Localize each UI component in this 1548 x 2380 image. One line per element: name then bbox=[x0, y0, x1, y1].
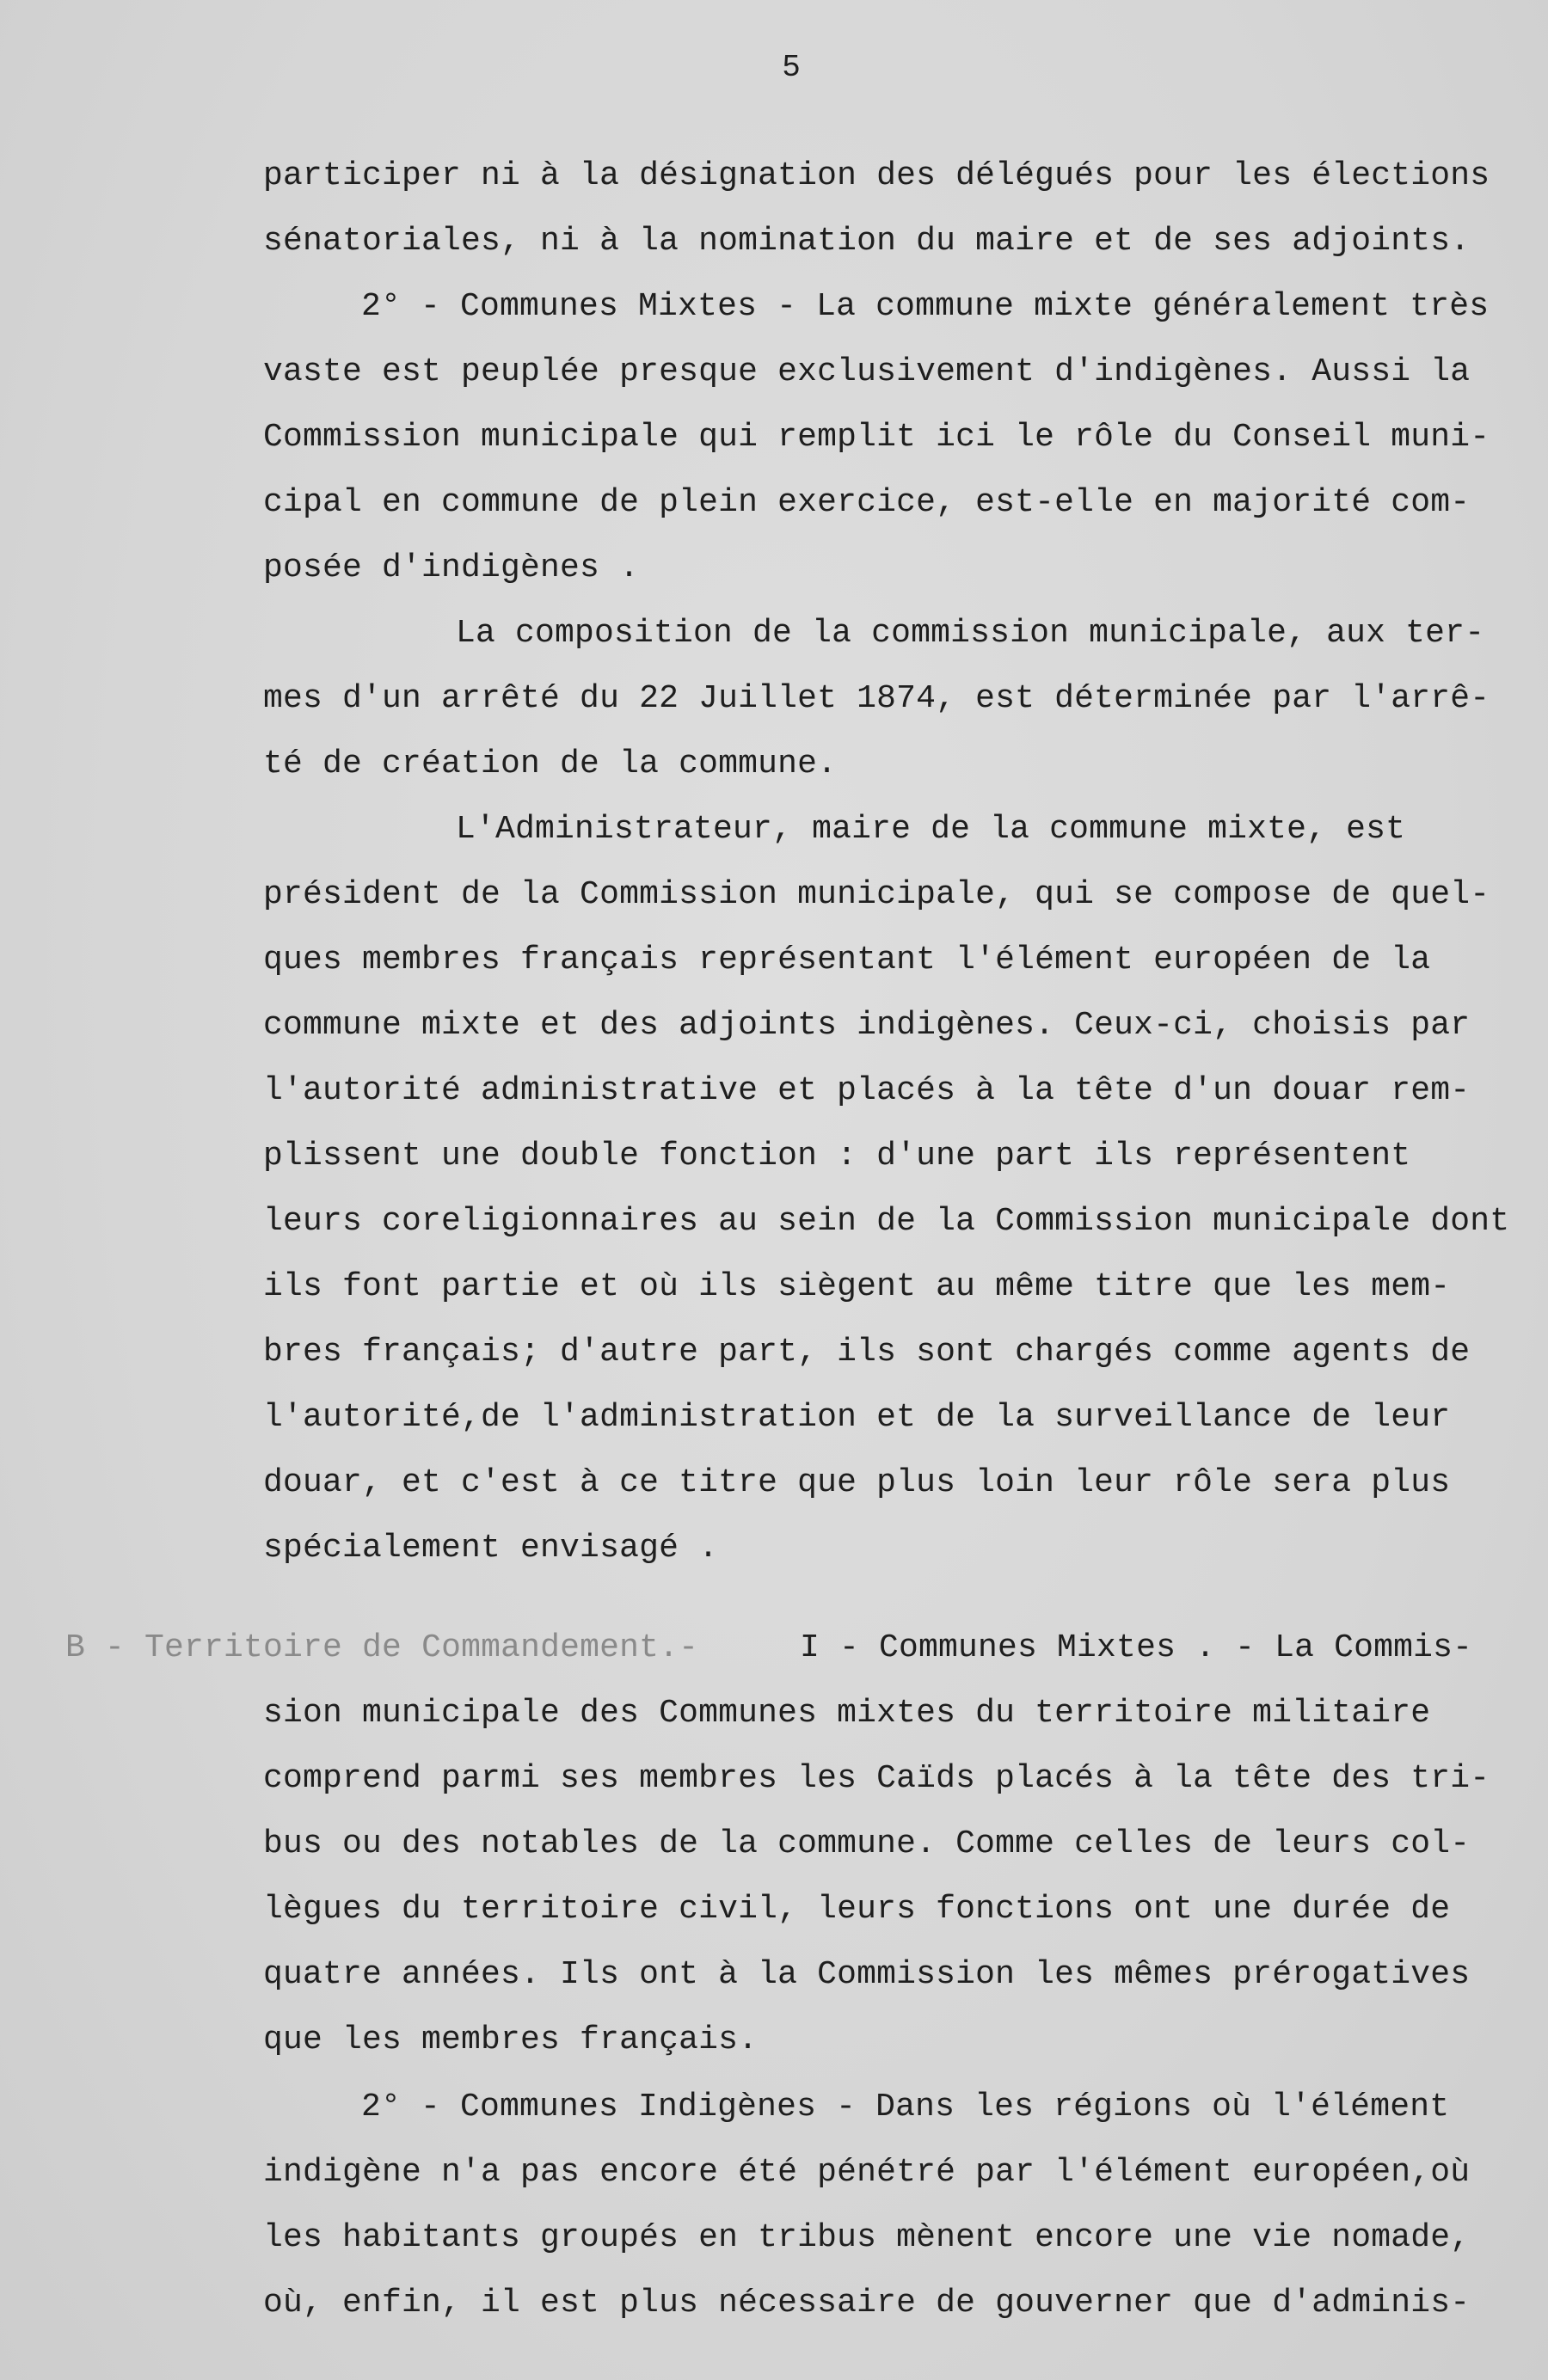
text-line: sion municipale des Communes mixtes du territoire militaire bbox=[263, 1695, 1431, 1732]
text-line: où, enfin, il est plus nécessaire de gouverner que d'adminis- bbox=[263, 2285, 1471, 2322]
text-line: que les membres français. bbox=[263, 2021, 759, 2058]
text-line: plissent une double fonction : d'une part ils représentent bbox=[263, 1138, 1411, 1175]
text-line: lègues du territoire civil, leurs fonctions ont une durée de bbox=[263, 1891, 1451, 1928]
text-line: I - Communes Mixtes . - La Commis- bbox=[800, 1629, 1473, 1666]
text-line: ques membres français représentant l'élément européen de la bbox=[263, 942, 1431, 978]
text-line: té de création de la commune. bbox=[263, 745, 838, 782]
text-line: bres français; d'autre part, ils sont chargés comme agents de bbox=[263, 1334, 1471, 1371]
text-line: La composition de la commission municipale, aux ter- bbox=[456, 615, 1485, 652]
text-line: l'autorité,de l'administration et de la surveillance de leur bbox=[263, 1399, 1451, 1436]
text-line: douar, et c'est à ce titre que plus loin leur rôle sera plus bbox=[263, 1464, 1451, 1501]
text-line: 2° - Communes Indigènes - Dans les régions où l'élément bbox=[361, 2089, 1450, 2125]
text-line: sénatoriales, ni à la nomination du maire et de ses adjoints. bbox=[263, 223, 1471, 260]
text-line: commune mixte et des adjoints indigènes. Ceux-ci, choisis par bbox=[263, 1007, 1471, 1044]
text-line: leurs coreligionnaires au sein de la Commission municipale dont bbox=[263, 1203, 1510, 1240]
text-line: les habitants groupés en tribus mènent encore une vie nomade, bbox=[263, 2219, 1471, 2256]
text-line: l'autorité administrative et placés à la tête d'un douar rem- bbox=[263, 1072, 1471, 1109]
page-number: 5 bbox=[782, 50, 801, 85]
text-line: comprend parmi ses membres les Caïds placés à la tête des tri- bbox=[263, 1760, 1490, 1797]
text-line: participer ni à la désignation des délégués pour les élections bbox=[263, 157, 1490, 194]
text-line: 2° - Communes Mixtes - La commune mixte généralement très bbox=[361, 288, 1490, 325]
text-line: quatre années. Ils ont à la Commission les mêmes prérogatives bbox=[263, 1956, 1471, 1993]
text-line: Commission municipale qui remplit ici le rôle du Conseil muni- bbox=[263, 419, 1490, 456]
text-line: L'Administrateur, maire de la commune mixte, est bbox=[456, 811, 1406, 848]
text-line: ils font partie et où ils siègent au même titre que les mem- bbox=[263, 1268, 1451, 1305]
text-line: président de la Commission municipale, qui se compose de quel- bbox=[263, 876, 1490, 913]
margin-heading: B - Territoire de Commandement.- bbox=[65, 1629, 699, 1666]
text-line: cipal en commune de plein exercice, est-elle en majorité com- bbox=[263, 484, 1471, 521]
text-line: indigène n'a pas encore été pénétré par l'élément européen,où bbox=[263, 2154, 1471, 2191]
text-line: posée d'indigènes . bbox=[263, 549, 640, 586]
text-line: mes d'un arrêté du 22 Juillet 1874, est déterminée par l'arrê- bbox=[263, 680, 1490, 717]
text-line: spécialement envisagé . bbox=[263, 1530, 719, 1567]
text-line: bus ou des notables de la commune. Comme celles de leurs col- bbox=[263, 1825, 1471, 1862]
text-line: vaste est peuplée presque exclusivement d'indigènes. Aussi la bbox=[263, 353, 1471, 390]
